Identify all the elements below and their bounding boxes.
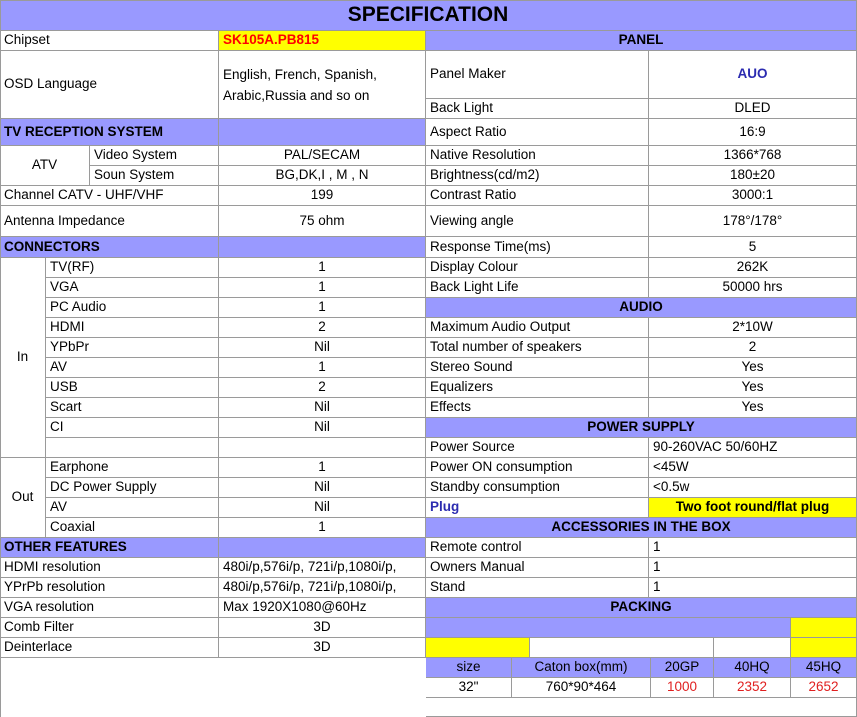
packing-highlight <box>791 618 857 638</box>
audio-spec-value: 2 <box>649 338 857 358</box>
audio-header: AUDIO <box>426 298 857 318</box>
connector-out-value: Nil <box>219 498 426 518</box>
packing-highlight <box>791 638 857 658</box>
audio-spec-label: Stereo Sound <box>426 358 649 378</box>
accessory-label: Owners Manual <box>426 558 649 578</box>
panel-spec-label: Contrast Ratio <box>426 186 649 206</box>
audio-spec-value: Yes <box>649 398 857 418</box>
page-title: SPECIFICATION <box>0 0 857 31</box>
chipset-label: Chipset <box>0 31 219 51</box>
panel-spec-value: 3000:1 <box>649 186 857 206</box>
other-feature-label: Deinterlace <box>0 638 219 658</box>
accessory-value: 1 <box>649 538 857 558</box>
packing-col-header: 20GP <box>651 658 714 678</box>
connector-out-label: AV <box>46 498 219 518</box>
connectors-header-fill <box>219 237 426 258</box>
connectors-header: CONNECTORS <box>0 237 219 258</box>
connector-in-value: 1 <box>219 358 426 378</box>
packing-cell: 32" <box>426 678 512 698</box>
sound-system-label: Soun System <box>90 166 219 186</box>
audio-spec-value: 2*10W <box>649 318 857 338</box>
connector-in-value: 1 <box>219 298 426 318</box>
connector-out-label: DC Power Supply <box>46 478 219 498</box>
connector-in-value: Nil <box>219 418 426 438</box>
channel-label: Channel CATV - UHF/VHF <box>0 186 219 206</box>
packing-blank <box>714 638 791 658</box>
panel-spec-label: Brightness(cd/m2) <box>426 166 649 186</box>
packing-cell: 2652 <box>791 678 857 698</box>
plug-label: Plug <box>426 498 649 518</box>
connector-out-value: 1 <box>219 458 426 478</box>
other-feature-value: 3D <box>219 638 426 658</box>
connector-in-value: Nil <box>219 398 426 418</box>
packing-footer <box>426 698 857 717</box>
connector-in-label: CI <box>46 418 219 438</box>
panel-maker-label: Panel Maker <box>426 51 649 99</box>
other-feature-label: VGA resolution <box>0 598 219 618</box>
panel-spec-label: Aspect Ratio <box>426 119 649 146</box>
video-system-value: PAL/SECAM <box>219 146 426 166</box>
atv-label: ATV <box>0 146 90 186</box>
tv-reception-header: TV RECEPTION SYSTEM <box>0 119 219 146</box>
connector-out-label: Earphone <box>46 458 219 478</box>
other-feature-label: YPrPb resolution <box>0 578 219 598</box>
antenna-value: 75 ohm <box>219 206 426 237</box>
panel-spec-value: 5 <box>649 237 857 258</box>
panel-spec-label: Back Light <box>426 99 649 119</box>
panel-spec-value: 180±20 <box>649 166 857 186</box>
panel-spec-value: 16:9 <box>649 119 857 146</box>
other-features-header-fill <box>219 538 426 558</box>
packing-col-header: size <box>426 658 512 678</box>
sound-system-value: BG,DK,I , M , N <box>219 166 426 186</box>
panel-header: PANEL <box>426 31 857 51</box>
connector-in-label: TV(RF) <box>46 258 219 278</box>
other-feature-label: HDMI resolution <box>0 558 219 578</box>
packing-cell: 2352 <box>714 678 791 698</box>
panel-maker-value: AUO <box>649 51 857 99</box>
panel-spec-value: 1366*768 <box>649 146 857 166</box>
power-spec-label: Standby consumption <box>426 478 649 498</box>
tv-reception-header-fill <box>219 119 426 146</box>
osd-language-value: English, French, Spanish, Arabic,Russia and so on <box>219 51 426 119</box>
packing-band <box>426 618 791 638</box>
connector-in-label: USB <box>46 378 219 398</box>
accessory-value: 1 <box>649 578 857 598</box>
packing-header: PACKING <box>426 598 857 618</box>
power-spec-value: 90-260VAC 50/60HZ <box>649 438 857 458</box>
connector-in-value: Nil <box>219 338 426 358</box>
connectors-out-label: Out <box>0 458 46 538</box>
connector-in-value: 2 <box>219 378 426 398</box>
antenna-label: Antenna Impedance <box>0 206 219 237</box>
accessory-value: 1 <box>649 558 857 578</box>
packing-col-header: 45HQ <box>791 658 857 678</box>
accessories-header: ACCESSORIES IN THE BOX <box>426 518 857 538</box>
other-feature-value: Max 1920X1080@60Hz <box>219 598 426 618</box>
audio-spec-value: Yes <box>649 358 857 378</box>
other-feature-value: 3D <box>219 618 426 638</box>
channel-value: 199 <box>219 186 426 206</box>
panel-spec-label: Back Light Life <box>426 278 649 298</box>
audio-spec-label: Equalizers <box>426 378 649 398</box>
connectors-in-label: In <box>0 258 46 458</box>
other-feature-label: Comb Filter <box>0 618 219 638</box>
panel-spec-value: 178°/178° <box>649 206 857 237</box>
osd-language-label: OSD Language <box>0 51 219 119</box>
audio-spec-label: Effects <box>426 398 649 418</box>
accessory-label: Remote control <box>426 538 649 558</box>
connector-in-spacer <box>219 438 426 458</box>
packing-cell: 1000 <box>651 678 714 698</box>
other-features-header: OTHER FEATURES <box>0 538 219 558</box>
connector-in-label: Scart <box>46 398 219 418</box>
packing-highlight <box>426 638 530 658</box>
connector-in-label: PC Audio <box>46 298 219 318</box>
connector-in-spacer <box>46 438 219 458</box>
connector-in-label: VGA <box>46 278 219 298</box>
power-spec-value: <45W <box>649 458 857 478</box>
power-spec-label: Power Source <box>426 438 649 458</box>
panel-spec-value: DLED <box>649 99 857 119</box>
chipset-value: SK105A.PB815 <box>219 31 426 51</box>
power-spec-label: Power ON consumption <box>426 458 649 478</box>
accessory-label: Stand <box>426 578 649 598</box>
plug-value: Two foot round/flat plug <box>649 498 857 518</box>
power-supply-header: POWER SUPPLY <box>426 418 857 438</box>
connector-in-label: YPbPr <box>46 338 219 358</box>
packing-col-header: 40HQ <box>714 658 791 678</box>
panel-spec-label: Native Resolution <box>426 146 649 166</box>
panel-spec-label: Display Colour <box>426 258 649 278</box>
connector-in-label: AV <box>46 358 219 378</box>
panel-spec-value: 262K <box>649 258 857 278</box>
connector-in-value: 1 <box>219 258 426 278</box>
panel-spec-label: Response Time(ms) <box>426 237 649 258</box>
packing-blank <box>530 638 714 658</box>
packing-cell: 760*90*464 <box>512 678 651 698</box>
power-spec-value: <0.5w <box>649 478 857 498</box>
connector-out-value: Nil <box>219 478 426 498</box>
panel-spec-label: Viewing angle <box>426 206 649 237</box>
connector-in-label: HDMI <box>46 318 219 338</box>
audio-spec-label: Total number of speakers <box>426 338 649 358</box>
other-feature-value: 480i/p,576i/p, 721i/p,1080i/p, <box>219 558 426 578</box>
panel-spec-value: 50000 hrs <box>649 278 857 298</box>
connector-out-value: 1 <box>219 518 426 538</box>
connector-out-label: Coaxial <box>46 518 219 538</box>
packing-col-header: Caton box(mm) <box>512 658 651 678</box>
video-system-label: Video System <box>90 146 219 166</box>
connector-in-value: 1 <box>219 278 426 298</box>
other-feature-value: 480i/p,576i/p, 721i/p,1080i/p, <box>219 578 426 598</box>
connector-in-value: 2 <box>219 318 426 338</box>
audio-spec-label: Maximum Audio Output <box>426 318 649 338</box>
audio-spec-value: Yes <box>649 378 857 398</box>
